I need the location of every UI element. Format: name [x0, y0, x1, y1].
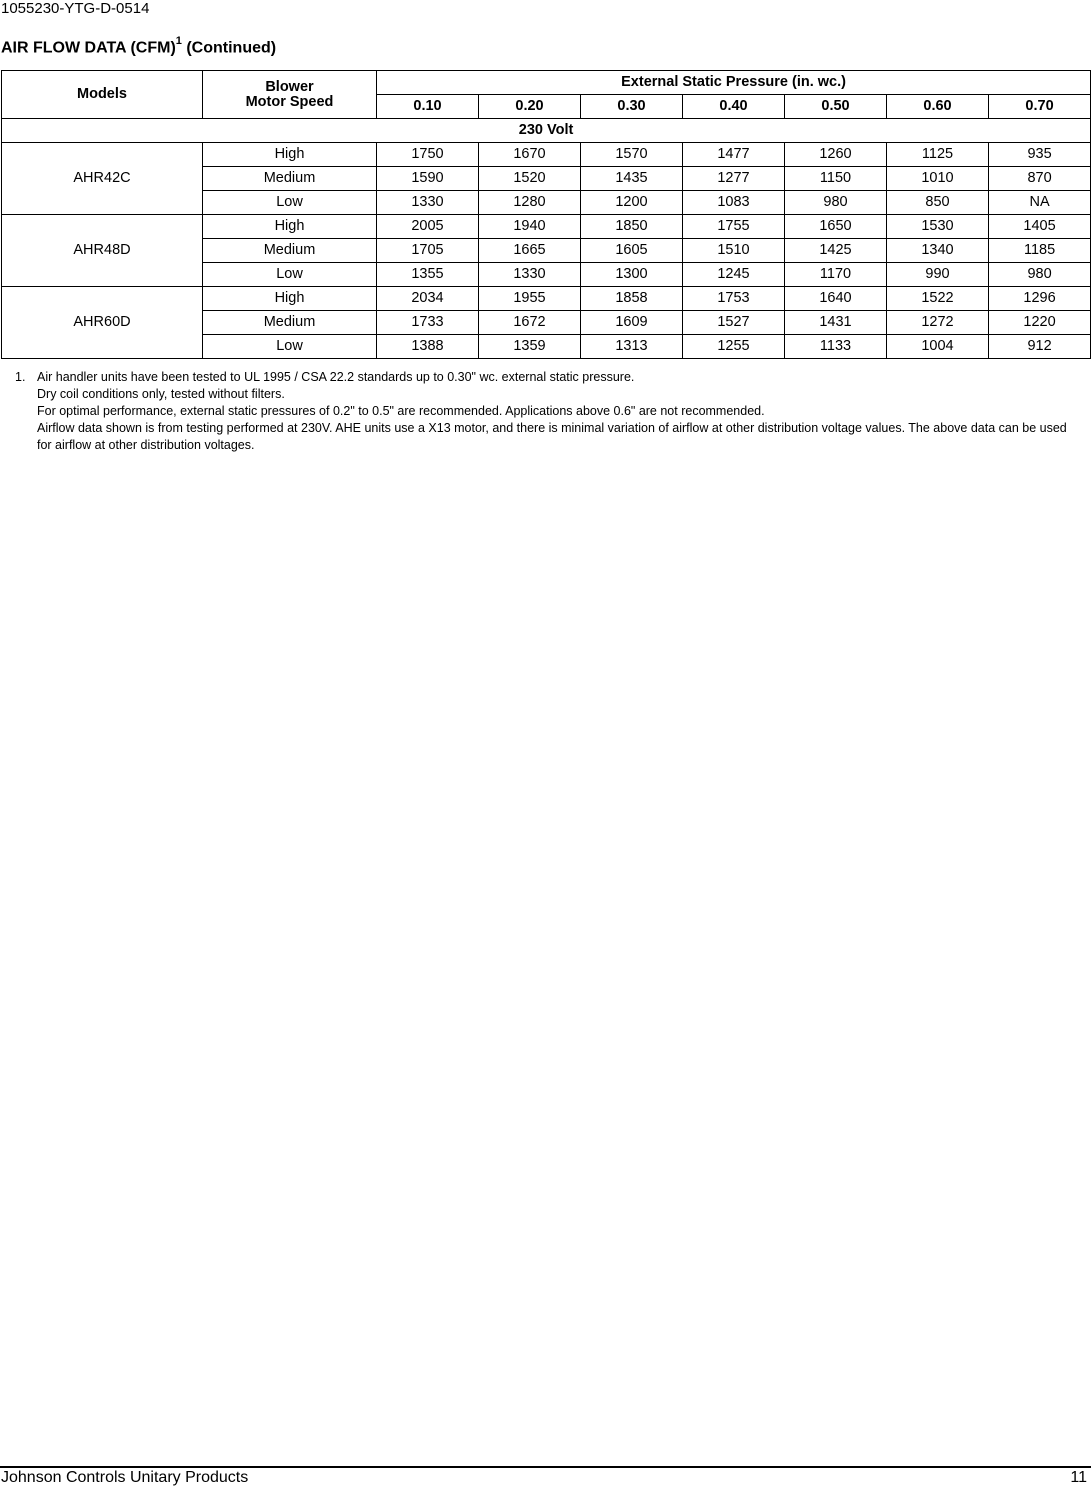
cfm-value: 1570	[581, 143, 683, 167]
section-voltage: 230 Volt	[2, 119, 1091, 143]
footnote-line: Dry coil conditions only, tested without filters.	[37, 387, 285, 401]
table-row	[2, 215, 1091, 239]
cfm-value: 1670	[479, 143, 581, 167]
footer-company: Johnson Controls Unitary Products	[1, 1469, 249, 1486]
cfm-value: 1245	[683, 263, 785, 287]
header-models: Models	[2, 71, 203, 119]
header-motor-speed	[203, 71, 377, 119]
cfm-value: 1435	[581, 167, 683, 191]
cfm-value: 980	[989, 263, 1091, 287]
header-pressure-value: 0.20	[479, 95, 581, 119]
cfm-value: 935	[989, 143, 1091, 167]
cfm-value: 1277	[683, 167, 785, 191]
cfm-value: 1170	[785, 263, 887, 287]
cfm-value: 1650	[785, 215, 887, 239]
footnote-number: 1.	[15, 370, 26, 384]
cfm-value: 1477	[683, 143, 785, 167]
cfm-value: 1672	[479, 311, 581, 335]
cfm-value: 1255	[683, 335, 785, 359]
cfm-value: 1530	[887, 215, 989, 239]
motor-speed: High	[203, 215, 377, 239]
motor-speed: Medium	[203, 239, 377, 263]
page-number: 11	[1070, 1469, 1087, 1486]
cfm-value: 990	[887, 263, 989, 287]
cfm-value: 1355	[377, 263, 479, 287]
cfm-value: 980	[785, 191, 887, 215]
cfm-value: 1609	[581, 311, 683, 335]
table-row	[2, 143, 1091, 167]
header-pressure-value: 0.10	[377, 95, 479, 119]
document-id: 1055230-YTG-D-0514	[1, 0, 150, 17]
cfm-value: 1640	[785, 287, 887, 311]
cfm-value: 1665	[479, 239, 581, 263]
cfm-value: 1330	[377, 191, 479, 215]
section-row	[2, 119, 1091, 143]
footnote-ref: 1	[175, 35, 182, 47]
cfm-value: 1705	[377, 239, 479, 263]
motor-speed: High	[203, 143, 377, 167]
cfm-value: 1388	[377, 335, 479, 359]
cfm-value: 1150	[785, 167, 887, 191]
cfm-value: 1755	[683, 215, 785, 239]
header-motor-speed-line1: Blower	[265, 78, 314, 95]
cfm-value: 1272	[887, 311, 989, 335]
table-row	[2, 287, 1091, 311]
cfm-value: 1750	[377, 143, 479, 167]
cfm-value: 1405	[989, 215, 1091, 239]
footnote-body	[37, 369, 1081, 454]
cfm-value: 1850	[581, 215, 683, 239]
motor-speed: Low	[203, 191, 377, 215]
header-motor-speed-line2: Motor Speed	[245, 93, 334, 110]
cfm-value: 1940	[479, 215, 581, 239]
cfm-value: 1296	[989, 287, 1091, 311]
motor-speed: Low	[203, 263, 377, 287]
cfm-value: 1955	[479, 287, 581, 311]
footnote-line: Airflow data shown is from testing performed at 230V. AHE units use a X13 motor, and there is minimal variation of airflow at other distribution voltage values. The above data can be used for airflow at other distribution voltages.	[37, 421, 1067, 452]
title-suffix: (Continued)	[181, 39, 277, 57]
cfm-value: 1359	[479, 335, 581, 359]
header-static-pressure: External Static Pressure (in. wc.)	[377, 71, 1091, 95]
cfm-value: 870	[989, 167, 1091, 191]
cfm-value: 1733	[377, 311, 479, 335]
cfm-value: 1010	[887, 167, 989, 191]
footnote-line: For optimal performance, external static pressures of 0.2" to 0.5" are recommended. Applications above 0.6" are not recommended.	[37, 404, 765, 418]
header-pressure-value: 0.30	[581, 95, 683, 119]
header-pressure-value: 0.70	[989, 95, 1091, 119]
header-pressure-value: 0.60	[887, 95, 989, 119]
cfm-value: 1510	[683, 239, 785, 263]
cfm-value: 1313	[581, 335, 683, 359]
header-pressure-value: 0.50	[785, 95, 887, 119]
cfm-value: 1425	[785, 239, 887, 263]
cfm-value: 1330	[479, 263, 581, 287]
motor-speed: Medium	[203, 311, 377, 335]
title-text: AIR FLOW DATA (CFM)	[1, 39, 176, 57]
airflow-table	[1, 70, 1091, 359]
cfm-value: 1004	[887, 335, 989, 359]
cfm-value: 1753	[683, 287, 785, 311]
cfm-value: 2034	[377, 287, 479, 311]
model-name: AHR60D	[2, 287, 203, 359]
header-row	[2, 71, 1091, 95]
cfm-value: 1590	[377, 167, 479, 191]
cfm-value: 1200	[581, 191, 683, 215]
cfm-value: 1185	[989, 239, 1091, 263]
cfm-value: 1125	[887, 143, 989, 167]
cfm-value: 1083	[683, 191, 785, 215]
cfm-value: 850	[887, 191, 989, 215]
cfm-value: 1280	[479, 191, 581, 215]
cfm-value: 1605	[581, 239, 683, 263]
model-name: AHR42C	[2, 143, 203, 215]
cfm-value: 1520	[479, 167, 581, 191]
cfm-value: 1260	[785, 143, 887, 167]
footnotes	[15, 369, 1081, 454]
cfm-value: 912	[989, 335, 1091, 359]
cfm-value: 1858	[581, 287, 683, 311]
footnote-line: Air handler units have been tested to UL 1995 / CSA 22.2 standards up to 0.30" wc. external static pressure.	[37, 370, 635, 384]
cfm-value: 1340	[887, 239, 989, 263]
cfm-value: NA	[989, 191, 1091, 215]
cfm-value: 1431	[785, 311, 887, 335]
footer-divider	[0, 1466, 1091, 1468]
cfm-value: 1522	[887, 287, 989, 311]
model-name: AHR48D	[2, 215, 203, 287]
motor-speed: High	[203, 287, 377, 311]
header-pressure-value: 0.40	[683, 95, 785, 119]
motor-speed: Low	[203, 335, 377, 359]
motor-speed: Medium	[203, 167, 377, 191]
cfm-value: 2005	[377, 215, 479, 239]
section-title	[1, 37, 276, 57]
cfm-value: 1300	[581, 263, 683, 287]
cfm-value: 1527	[683, 311, 785, 335]
cfm-value: 1133	[785, 335, 887, 359]
cfm-value: 1220	[989, 311, 1091, 335]
